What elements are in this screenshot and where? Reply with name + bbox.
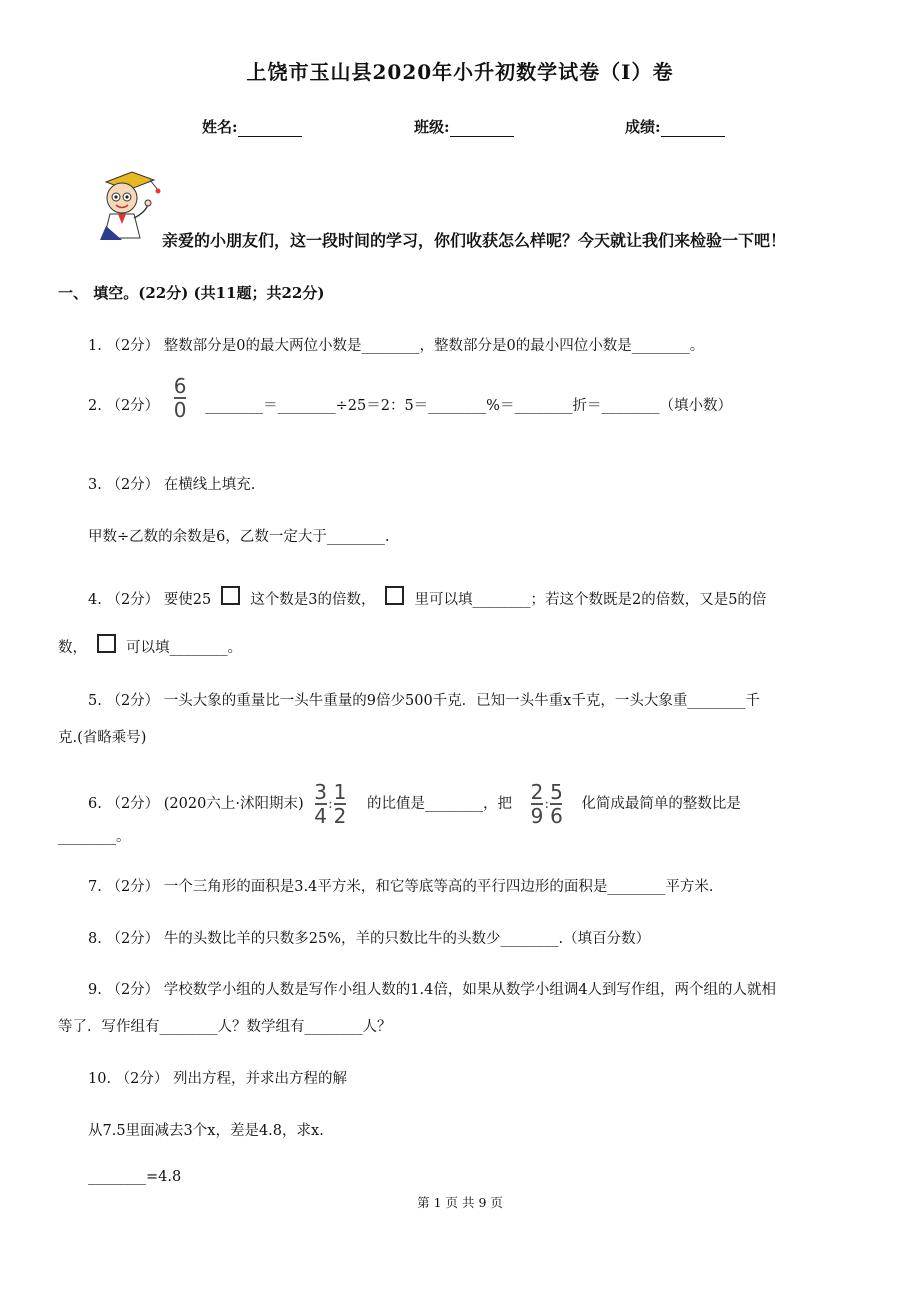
question-2-text: ________＝________÷25＝2：5＝________%＝________折＝________（填小数） [205, 398, 732, 414]
score-field [625, 116, 725, 137]
question-8: 8. （2分） 牛的头数比羊的只数多25%，羊的只数比牛的头数少________.（填百分数） [88, 931, 651, 947]
fraction-denominator: 2 [333, 804, 347, 828]
ratio-sign: : [544, 796, 550, 812]
question-6-line-2: ________。 [58, 829, 131, 845]
question-6-text-b: 的比值是________，把 [367, 796, 513, 812]
page-footer: 第 1 页 共 9 页 [417, 1195, 503, 1210]
fraction-denominator: 9 [530, 804, 544, 828]
question-6-fraction-1 [314, 782, 327, 826]
question-9-line-2: 等了．写作组有________人？数学组有________人？ [58, 1019, 392, 1035]
question-3: 3. （2分） 在横线上填充. [88, 477, 256, 493]
fraction-denominator: 4 [314, 804, 327, 828]
name-field [202, 116, 302, 137]
ratio-sign: : [327, 796, 333, 812]
class-label: 班级: [414, 118, 450, 136]
score-label: 成绩: [625, 118, 661, 136]
fraction-numerator: 6 [173, 374, 187, 398]
fraction-denominator: 6 [550, 804, 563, 828]
name-label: 姓名: [202, 118, 238, 136]
question-1: 1. （2分） 整数部分是0的最大两位小数是________，整数部分是0的最小四位小数是________。 [88, 338, 705, 354]
question-6-fraction-2 [334, 782, 347, 826]
question-9: 9. （2分） 学校数学小组的人数是写作小组人数的1.4倍，如果从数学小组调4人到写作组，两个组的人就相 [88, 982, 777, 998]
question-2-fraction [174, 376, 187, 420]
class-blank[interactable] [450, 136, 514, 137]
question-6-text-a: 6. （2分） (2020六上·沭阳期末) [88, 796, 304, 812]
score-blank[interactable] [661, 136, 725, 137]
question-5-line-2: 克.(省略乘号) [58, 730, 147, 746]
question-4-line-2 [58, 634, 242, 657]
digit-box[interactable] [385, 586, 404, 605]
question-4-text-e: 可以填________。 [126, 640, 242, 656]
question-5: 5. （2分） 一头大象的重量比一头牛重量的9倍少500千克．已知一头牛重x千克，一头大象重________千 [88, 693, 760, 709]
section-1-title: 一、 填空。(22分) (共11题；共22分) [58, 284, 325, 302]
fraction-numerator: 3 [314, 780, 327, 804]
question-4-text-c: 里可以填________；若这个数既是2的倍数，又是5的倍 [414, 592, 767, 608]
question-10-body: 从7.5里面减去3个x，差是4.8，求x. [88, 1123, 324, 1139]
fraction-numerator: 1 [333, 780, 347, 804]
question-3-body: 甲数÷乙数的余数是6，乙数一定大于________. [88, 529, 390, 545]
question-4-text-d: 数， [58, 640, 87, 656]
fraction-numerator: 2 [530, 780, 544, 804]
doctor-mascot-icon [92, 168, 166, 242]
question-6 [88, 782, 741, 826]
class-field [414, 116, 514, 137]
digit-box[interactable] [97, 634, 116, 653]
digit-box[interactable] [221, 586, 240, 605]
question-6-fraction-4 [550, 782, 563, 826]
question-2 [88, 374, 732, 428]
question-4-text-a: 4. （2分） 要使25 [88, 592, 212, 608]
question-4-text-b: 这个数是3的倍数， [250, 592, 376, 608]
question-10: 10. （2分） 列出方程，并求出方程的解 [88, 1071, 348, 1087]
fraction-denominator: 0 [173, 398, 187, 422]
fraction-numerator: 5 [550, 780, 563, 804]
question-10-equation: ________=4.8 [88, 1169, 182, 1185]
page-title: 上饶市玉山县2020年小升初数学试卷（I）卷 [246, 60, 674, 84]
question-7: 7. （2分） 一个三角形的面积是3.4平方米，和它等底等高的平行四边形的面积是________平方米. [88, 879, 714, 895]
question-2-prefix: 2. （2分） [88, 398, 160, 414]
question-4 [88, 586, 766, 609]
question-6-fraction-3 [531, 782, 544, 826]
name-blank[interactable] [238, 136, 302, 137]
question-6-text-c: 化简成最简单的整数比是 [581, 796, 741, 812]
greeting-text: 亲爱的小朋友们，这一段时间的学习，你们收获怎么样呢？今天就让我们来检验一下吧！ [162, 231, 787, 250]
